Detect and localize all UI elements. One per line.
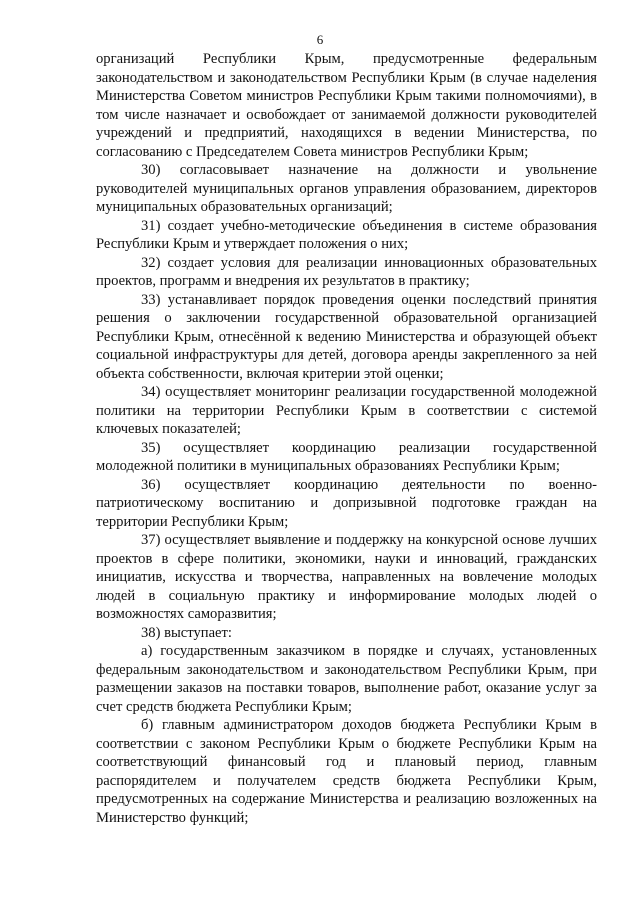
paragraph-item-33: 33) устанавливает порядок проведения оценки последствий принятия решения о заключении государственной образовательной организацией Республики Крым, отнесённой к ведению Министерства и образующей объект социальной инфраструктуры для детей, договора аренды закрепленного за ней объекта собственности, включая критерии этой оценки; [96, 291, 597, 382]
page-number: 6 [316, 32, 324, 47]
paragraph-item-36: 36) осуществляет координацию деятельности по военно-патриотическому воспитанию и допризывной подготовке граждан на территории Республики Крым; [96, 476, 597, 530]
paragraph-item-37: 37) осуществляет выявление и поддержку на конкурсной основе лучших проектов в сфере политики, экономики, науки и инноваций, гражданских инициатив, искусства и творчества, направленных на вовлечение молодых людей в социальную практику и информирование молодых людей о возможностях саморазвития; [96, 532, 597, 622]
paragraph-item-38b: б) главным администратором доходов бюджета Республики Крым в соответствии с законом Республики Крым о бюджете Республики Крым на соответствующий финансовый год и плановый период, главным распорядителем и получателем средств бюджета Республики Крым, предусмотренных на содержание Министерства и реализацию возложенных на Министерство функций; [96, 717, 597, 826]
paragraph-item-34: 34) осуществляет мониторинг реализации государственной молодежной политики на территории Республики Крым в соответствии с системой ключевых показателей; [96, 384, 597, 437]
paragraph-continuation: организаций Республики Крым, предусмотренные федеральным законодательством и законодательством Республики Крым (в случае наделения Министерства Советом министров Республики Крым такими полномочиями), в том числе назначает и освобождает от занимаемой должности руководителей учреждений и предприятий, находящихся в ведении Министерства, по согласованию с Председателем Совета министров Республики Крым; [96, 51, 597, 160]
paragraph-item-38a: а) государственным заказчиком в порядке и случаях, установленных федеральным законодательством и законодательством Республики Крым, при размещении заказов на поставки товаров, выполнение работ, оказание услуг за счет средств бюджета Республики Крым; [96, 643, 597, 715]
paragraph-item-30: 30) согласовывает назначение на должности и увольнение руководителей муниципальных органов управления образованием, директоров муниципальных образовательных организаций; [96, 162, 597, 215]
paragraph-item-32: 32) создает условия для реализации инновационных образовательных проектов, программ и внедрения их результатов в практику; [96, 254, 597, 289]
paragraph-item-35: 35) осуществляет координацию реализации государственной молодежной политики в муниципальных образованиях Республики Крым; [96, 439, 597, 474]
document-body [96, 50, 597, 827]
paragraph-item-31: 31) создает учебно-методические объединения в системе образования Республики Крым и утверждает положения о них; [96, 217, 597, 252]
paragraph-item-38: 38) выступает: [141, 624, 232, 641]
